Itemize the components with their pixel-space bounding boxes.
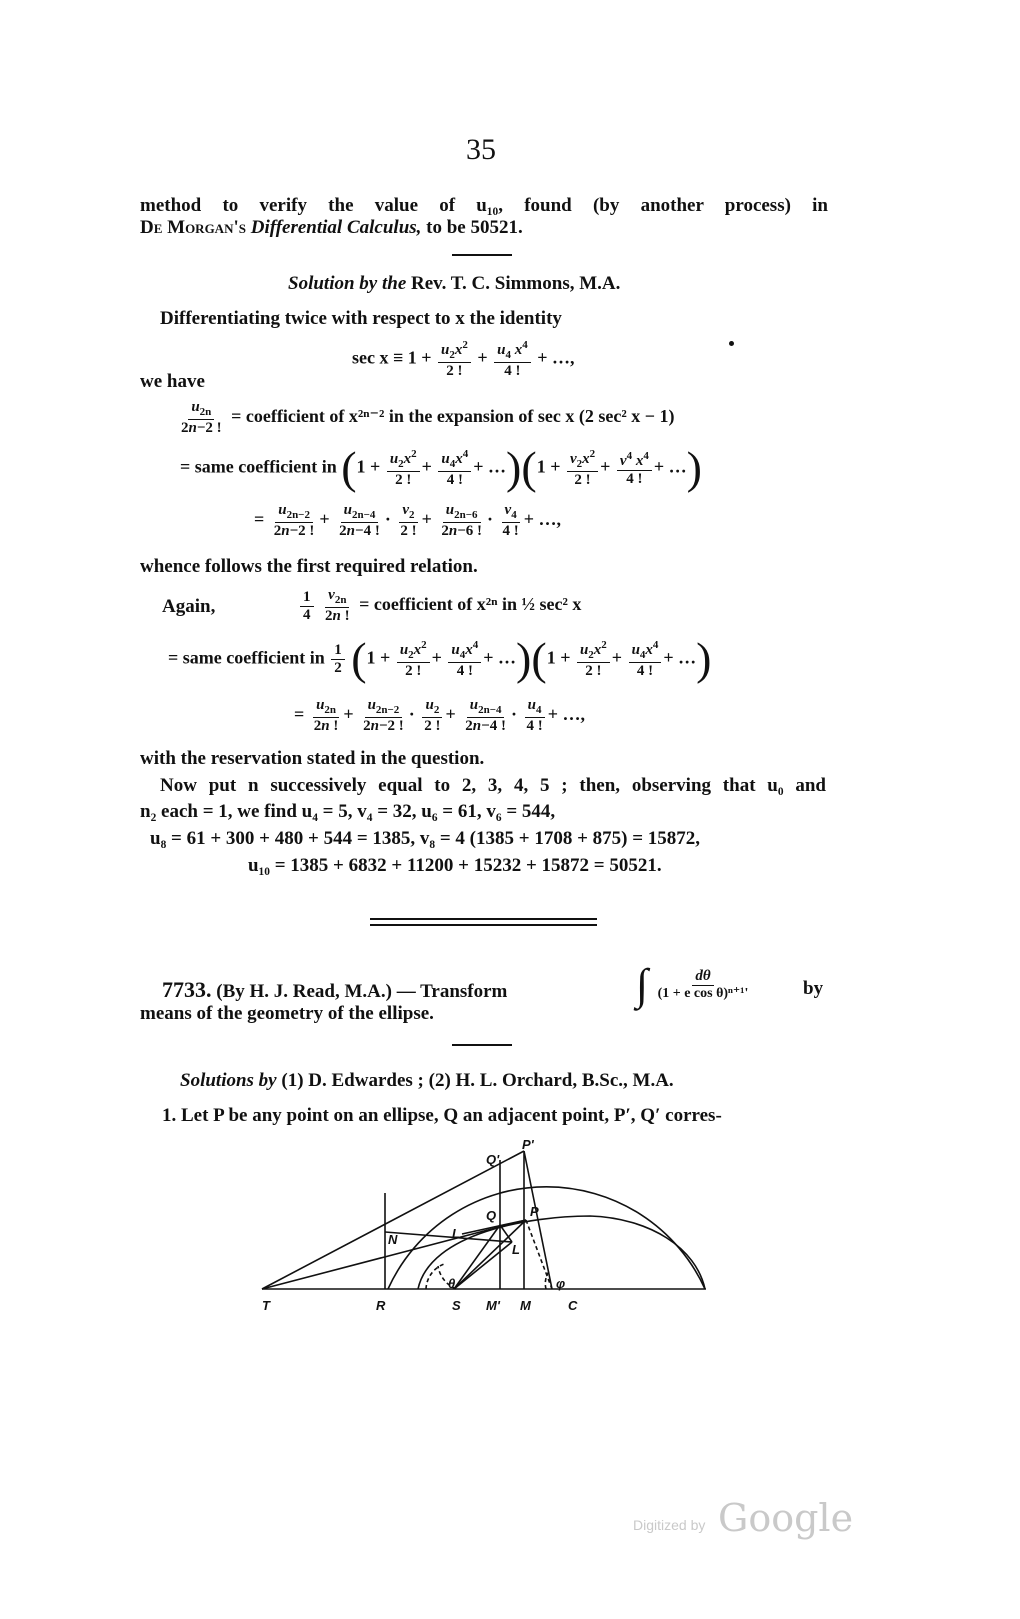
- identity-lhs: sec x ≡ 1 +: [352, 347, 432, 368]
- figure-label: R: [376, 1298, 386, 1313]
- equation-6-lhs: =: [294, 704, 305, 725]
- figure-label: L: [452, 1226, 460, 1241]
- figure-label: Q: [486, 1208, 497, 1223]
- fraction: $\frac{u_{2n-6}}{2n-6 !}$: [441, 502, 482, 539]
- figure-label: P': [522, 1138, 534, 1152]
- para-2-line-2: n₂ each = 1, we find u₄ = 5, v₄ = 32, u₆ = 61, v₆ = 544,: [140, 801, 556, 822]
- fraction: $\frac{u_{2n}}{2n !}$: [313, 697, 339, 734]
- ink-dot: [729, 341, 734, 346]
- section-divider: [452, 254, 512, 256]
- digitized-by-text: Digitized by: [633, 1517, 706, 1533]
- equation-4-rhs: = coefficient of x²ⁿ in ½ sec² x: [359, 594, 582, 615]
- equation-1: [176, 400, 675, 436]
- book-title: Differential Calculus,: [250, 217, 422, 238]
- fraction: $\frac{u_4x^4}{4 !}$: [438, 449, 471, 488]
- tangent-to-circle: [262, 1151, 524, 1289]
- integral-expression: [636, 960, 753, 1009]
- solutions-heading-authors: (1) D. Edwardes ; (2) H. L. Orchard, B.Sc., M.A.: [281, 1070, 674, 1091]
- angle-theta-arc: [426, 1264, 444, 1289]
- figure-label: N: [388, 1232, 398, 1247]
- fraction: $\frac{u_2x^2}{2 !}$: [387, 449, 420, 488]
- fraction: $\frac{u_4 x^4}{4 !}$: [494, 340, 531, 379]
- ellipse-diagram: [250, 1138, 720, 1318]
- figure-label: S: [452, 1298, 461, 1313]
- figure-label: L: [512, 1242, 520, 1257]
- figure-label: φ: [556, 1276, 566, 1291]
- figure-label: M': [486, 1298, 500, 1313]
- para-2-line-1: Now put n successively equal to 2, 3, 4, 5 ; then, observing that u₀ and: [160, 775, 826, 796]
- para-2-line-3: u₈ = 61 + 300 + 480 + 544 = 1385, v₈ = 4 (1385 + 1708 + 875) = 15872,: [150, 828, 701, 849]
- double-rule-top: [370, 918, 597, 920]
- fraction: $\frac{u_4x^4}{4 !}$: [629, 640, 662, 679]
- fraction: $\frac{v_4}{4 !}$: [502, 502, 519, 539]
- whence-line: whence follows the first required relation.: [140, 556, 478, 577]
- equation-2: = same coefficient in (1 + $\frac{u_2x^2}{2 !}$ + $\frac{u_4x^4}{4 !}$ + …)(1 + $\frac{v_2x^2}{2 !}$ + $\frac{v^4 x^4}{4 !}$ + …): [180, 442, 702, 494]
- solutions-heading-italic: Solutions by: [180, 1070, 277, 1091]
- figure-label: T: [262, 1298, 270, 1313]
- equation-6: = $\frac{u_{2n}}{2n !}$ + $\frac{u_{2n-2}}{2n-2 !}$ · $\frac{u_2}{2 !}$ + $\frac{u_{2n-4}}{2n-4 !}$ · $\frac{u_4}{4 !}$ + …,: [294, 697, 585, 734]
- question-number: 7733.: [162, 977, 212, 1002]
- fraction: $\frac{1}{2}$: [331, 643, 345, 676]
- solutions-heading: [180, 1071, 674, 1090]
- fraction: $\frac{u_2x^2}{2 !}$: [397, 640, 430, 679]
- para-2-line-4: u₁₀ = 1385 + 6832 + 11200 + 15232 + 15872 = 50521.: [248, 855, 662, 876]
- fraction: [655, 969, 752, 1001]
- fraction: $\frac{u_{2n-2}}{2n-2 !}$: [363, 697, 404, 734]
- question-line-2: means of the geometry of the ellipse.: [140, 1003, 434, 1024]
- reservation-line: with the reservation stated in the question.: [140, 748, 485, 769]
- page-number: 35: [466, 133, 496, 166]
- tangent-to-ellipse: [262, 1220, 526, 1289]
- fraction: $\frac{v_2x^2}{2 !}$: [567, 449, 598, 488]
- solution-heading-author: Rev. T. C. Simmons, M.A.: [411, 273, 621, 294]
- equation-5: = same coefficient in $\frac{1}{2}$ (1 + $\frac{u_2x^2}{2 !}$ + $\frac{u_4x^4}{4 !}$ + …)(1 + $\frac{u_2x^2}{2 !}$ + $\frac{u_4x^4}{4 !}$ + …): [168, 633, 712, 685]
- equation-5-lhs: = same coefficient in: [168, 647, 325, 668]
- integrand-numerator: dθ: [692, 969, 713, 986]
- solution-para-1: Differentiating twice with respect to x the identity: [160, 308, 562, 329]
- figure-label: Q': [486, 1152, 500, 1167]
- equation-3-lhs: =: [254, 509, 265, 530]
- fraction: $\frac{v_{2n}}{2n !}$: [325, 587, 350, 624]
- double-rule-bottom: [370, 924, 597, 926]
- dashed-p-c: [526, 1220, 552, 1289]
- google-logo: Google: [718, 1496, 854, 1540]
- integral-sign: ∫: [636, 960, 649, 1009]
- figure-label: C: [568, 1298, 578, 1313]
- solution-2-para-1: 1. Let P be any point on an ellipse, Q an adjacent point, P′, Q′ corres-: [162, 1105, 722, 1126]
- fraction: $\frac{u_{2n-4}}{2n-4 !}$: [339, 502, 380, 539]
- equation-1-rhs: = coefficient of x²ⁿ⁻² in the expansion of sec x (2 sec² x − 1): [231, 406, 675, 427]
- fraction: $\frac{u_{2n}}{2n-2 !}$: [181, 399, 222, 436]
- fraction: $\frac{u_2}{2 !}$: [424, 697, 441, 734]
- fraction: $\frac{u_4x^4}{4 !}$: [448, 640, 481, 679]
- equation-4: [298, 588, 581, 624]
- fraction: $\frac{v^4 x^4}{4 !}$: [617, 451, 652, 487]
- question-by: by: [803, 978, 824, 999]
- again-label: Again,: [162, 596, 216, 617]
- solution-heading-italic: Solution by the: [288, 273, 407, 294]
- solution-heading: [288, 274, 620, 293]
- fraction: $\frac{u_2x^2}{2 !}$: [577, 640, 610, 679]
- integrand-denominator: (1 + e cos θ)ⁿ⁺¹': [657, 986, 749, 1001]
- fraction: $\frac{u_{2n-4}}{2n-4 !}$: [465, 697, 506, 734]
- fraction: $\frac{1}{4}$: [300, 590, 314, 623]
- intro-line-1: method to verify the value of u₁₀, found (by another process) in: [140, 195, 828, 216]
- equation-3: = $\frac{u_{2n-2}}{2n-2 !}$ + $\frac{u_{2n-4}}{2n-4 !}$ · $\frac{v_2}{2 !}$ + $\frac{u_{2n-6}}{2n-6 !}$ · $\frac{v_4}{4 !}$ + …,: [254, 502, 562, 539]
- intro-line-2: [140, 218, 523, 237]
- figure-label: θ: [448, 1276, 456, 1291]
- fraction: $\frac{u_2x^2}{2 !}$: [438, 340, 471, 379]
- we-have: we have: [140, 371, 205, 392]
- identity-equation: sec x ≡ 1 + $\frac{u_2x^2}{2 !}$ + $\frac{u_4 x^4}{4 !}$ + …,: [352, 339, 575, 379]
- figure-label: M: [520, 1298, 531, 1313]
- chord-p-prime-m: [524, 1151, 552, 1289]
- equation-2-lhs: = same coefficient in: [180, 456, 337, 477]
- question-author: (By H. J. Read, M.A.) — Transform: [216, 981, 508, 1002]
- author-name: De Morgan's: [140, 217, 246, 238]
- section-divider: [452, 1044, 512, 1046]
- fraction: $\frac{u_4}{4 !}$: [526, 697, 543, 734]
- intro-rest: to be 50521.: [426, 217, 523, 238]
- fraction: $\frac{u_{2n-2}}{2n-2 !}$: [273, 502, 315, 539]
- figure-label: P: [530, 1204, 539, 1219]
- fraction: $\frac{v_2}{2 !}$: [400, 502, 417, 539]
- question-line-1: [162, 979, 507, 1001]
